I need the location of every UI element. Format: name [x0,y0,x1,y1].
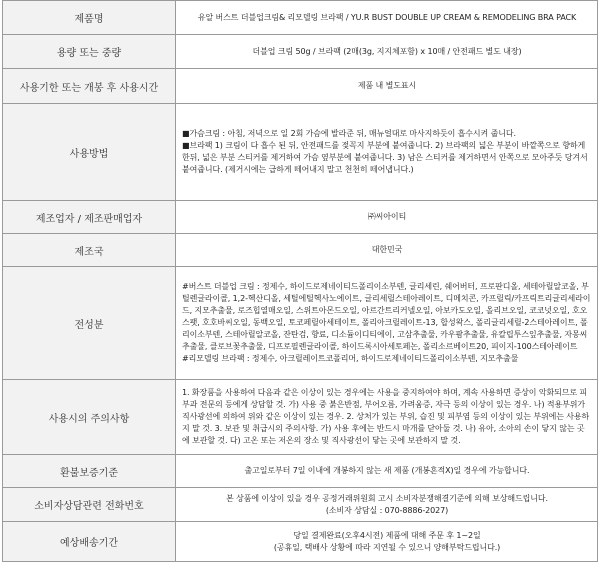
ingredients-cream: #버스트 더블업 크림 : 정제수, 하이드로제네이티드폴리이소부텐, 글리세린, 쉐어버터, 프로판디올, 세테아릴알코올, 부틸렌글라이콜, 1,2-헥산디올, 세틸에틸헥사노에이트, 글리세릴스테아레이트, 디메치콘, 카프릴릭/카프릭트리글리세라이드, 지모추출물, 로즈힙열매오일, 스위트아몬드오일, 아르간트리커넬오일, 아보카도오일, 올리브오일, 코코넛오일, 호오스팻, 호호바씨오일, 동백오일, 토코페릴아세테이트, 폴리아크릴레이트-13, 합성왁스, 폴리글리세릴-2스테아레이트, 폴리이소부텐, 스테아릴알코올, 잔탄검, 향료, 디소듐이디티에이, 고삼추출물, 카우팜추출물, 유칼립투스잎추출물, 자몽씨추출물, 클로브꽃추출물, 디프로필렌글라이콜, 하이드록시아세토페논, 폴리소르베이트20, 피이지-100스테아레이트 [182,282,591,351]
row-label: 제품명 [3,1,176,35]
row-value: 1. 화장품을 사용하여 다음과 같은 이상이 있는 경우에는 사용을 중지하여야 하며, 계속 사용하면 증상이 악화되므로 피부과 전문의 등에게 상담할 것. 가) 사용 중 붉은반점, 부어오름, 가려움증, 자극 등의 이상이 있는 경우. 나) 적용부위가 직사광선에 의하여 위와 같은 이상이 있는 경우. 2. 상처가 있는 부위, 습진 및 피부염 등의 이상이 있는 부위에는 사용하지 말 것. 3. 보관 및 취급시의 주의사항. 가) 사용 후에는 반드시 마개를 닫아둘 것. 나) 유아, 소아의 손이 닿지 않는 곳에 보관할 것. 다) 고온 또는 저온의 장소 및 직사광선이 닿는 곳에 보관하지 말 것. [176,380,598,455]
row-product-name [3,1,598,35]
shipping-note: (공휴일, 택배사 상황에 따라 지연될 수 있으니 양해부탁드립니다.) [273,542,501,552]
row-value [176,267,598,380]
row-label: 소비자상담관련 전화번호 [3,488,176,522]
row-manufacturer [3,201,598,234]
row-cautions [3,380,598,455]
consumer-phone: (소비자 상담실 : 070-8886-2027) [325,505,449,515]
row-label: 사용기한 또는 개봉 후 사용시간 [3,69,176,104]
row-value: 출고일로부터 7일 이내에 개봉하지 않는 새 제품 (개봉흔적X)일 경우에 가능합니다. [176,455,598,488]
row-value: 제품 내 별도표시 [176,69,598,104]
row-country [3,234,598,267]
product-info-sheet [2,0,598,581]
row-label: 사용방법 [3,104,176,201]
row-label: 전성분 [3,267,176,380]
row-value [176,522,598,562]
usage-cream-line: ■가슴크림 : 아침, 저녁으로 일 2회 가슴에 발라준 뒤, 매뉴얼대로 마사지하듯이 흡수시켜 줍니다. [182,129,516,138]
shipping-main: 당일 결제완료(오후4시전) 제품에 대해 주문 후 1~2일 [293,530,481,540]
row-value [176,104,598,201]
ingredients-brapack: #리모델링 브라팩 : 정제수, 아크릴레이트코폴리머, 하이드로제네이티드폴리이소부텐, 지모추출물 [182,354,519,363]
row-label: 제조업자 / 제조판매업자 [3,201,176,234]
consumer-notice: 본 상품에 이상이 있을 경우 공정거래위원회 고시 소비자분쟁해결기준에 의해 보상해드립니다. [226,493,548,503]
row-expiry [3,69,598,104]
row-value: 유알 버스트 더블업크림& 리모델링 브라팩 / YU.R BUST DOUBLE UP CREAM & REMODELING BRA PACK [176,1,598,35]
row-label: 사용시의 주의사항 [3,380,176,455]
row-label: 환불보증기준 [3,455,176,488]
row-value: 더블업 크림 50g / 브라팩 (2매(3g, 지지체포함) x 10매 / 안전패드 별도 내장) [176,35,598,69]
row-refund [3,455,598,488]
row-consumer-phone [3,488,598,522]
row-label: 예상배송기간 [3,522,176,562]
row-value: ㈜씨아이티 [176,201,598,234]
row-ingredients [3,267,598,380]
row-usage [3,104,598,201]
product-info-table [2,0,598,562]
row-shipping [3,522,598,562]
row-label: 용량 또는 중량 [3,35,176,69]
row-label: 제조국 [3,234,176,267]
usage-brapack-line: ■브라팩 1) 크림이 다 흡수 된 뒤, 안전패드를 젖꼭지 부분에 붙여줍니다. 2) 브라팩의 넓은 부분이 바깥쪽으로 향하게 한뒤, 넓은 부분 스티커를 제거하여 가슴 옆부분에 붙여줍니다. 3) 남은 스티커를 제거하면서 안쪽으로 모아주듯 당겨서 붙여줍니다. (제거시에는 급하게 떼어내지 말고 천천히 떼어냅니다.) [182,141,588,174]
row-value [176,488,598,522]
row-capacity [3,35,598,69]
row-value: 대한민국 [176,234,598,267]
